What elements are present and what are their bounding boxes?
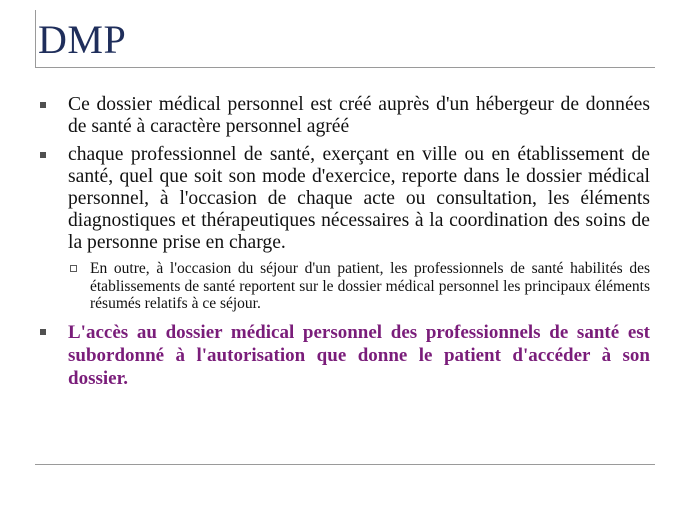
- title-vertical-rule: [35, 10, 36, 68]
- slide-content: [38, 94, 650, 396]
- title-horizontal-rule: [35, 67, 655, 68]
- sub-bullet-item: [68, 260, 650, 313]
- sub-bullet-text: En outre, à l'occasion du séjour d'un patient, les professionnels de santé habilités des établissements de santé reportent sur le dossier médical personnel les principaux éléments résumés relatifs à ce séjour.: [90, 260, 650, 312]
- bullet-item-1: [38, 94, 650, 138]
- bullet-text-2: chaque professionnel de santé, exerçant en ville ou en établissement de santé, quel que soit son mode d'exercice, reporte dans le dossier médical personnel, à l'occasion de chaque acte ou consultation, les éléments diagnostiques et thérapeutiques nécessaires à la coordination des soins de la personne prise en charge.: [68, 144, 650, 253]
- square-bullet-icon: [40, 102, 46, 108]
- bullet-item-3: [38, 321, 650, 390]
- bottom-rule: [35, 464, 655, 465]
- square-bullet-icon: [40, 152, 46, 158]
- bullet-text-1: Ce dossier médical personnel est créé auprès d'un hébergeur de données de santé à caractère personnel agréé: [68, 94, 650, 137]
- bullet-text-3: L'accès au dossier médical personnel des professionnels de santé est subordonné à l'autorisation que donne le patient d'accéder à son dossier.: [68, 321, 650, 389]
- bullet-item-2: [38, 144, 650, 254]
- hollow-square-bullet-icon: [70, 265, 77, 272]
- square-bullet-icon: [40, 329, 46, 335]
- slide-title: DMP: [38, 17, 127, 62]
